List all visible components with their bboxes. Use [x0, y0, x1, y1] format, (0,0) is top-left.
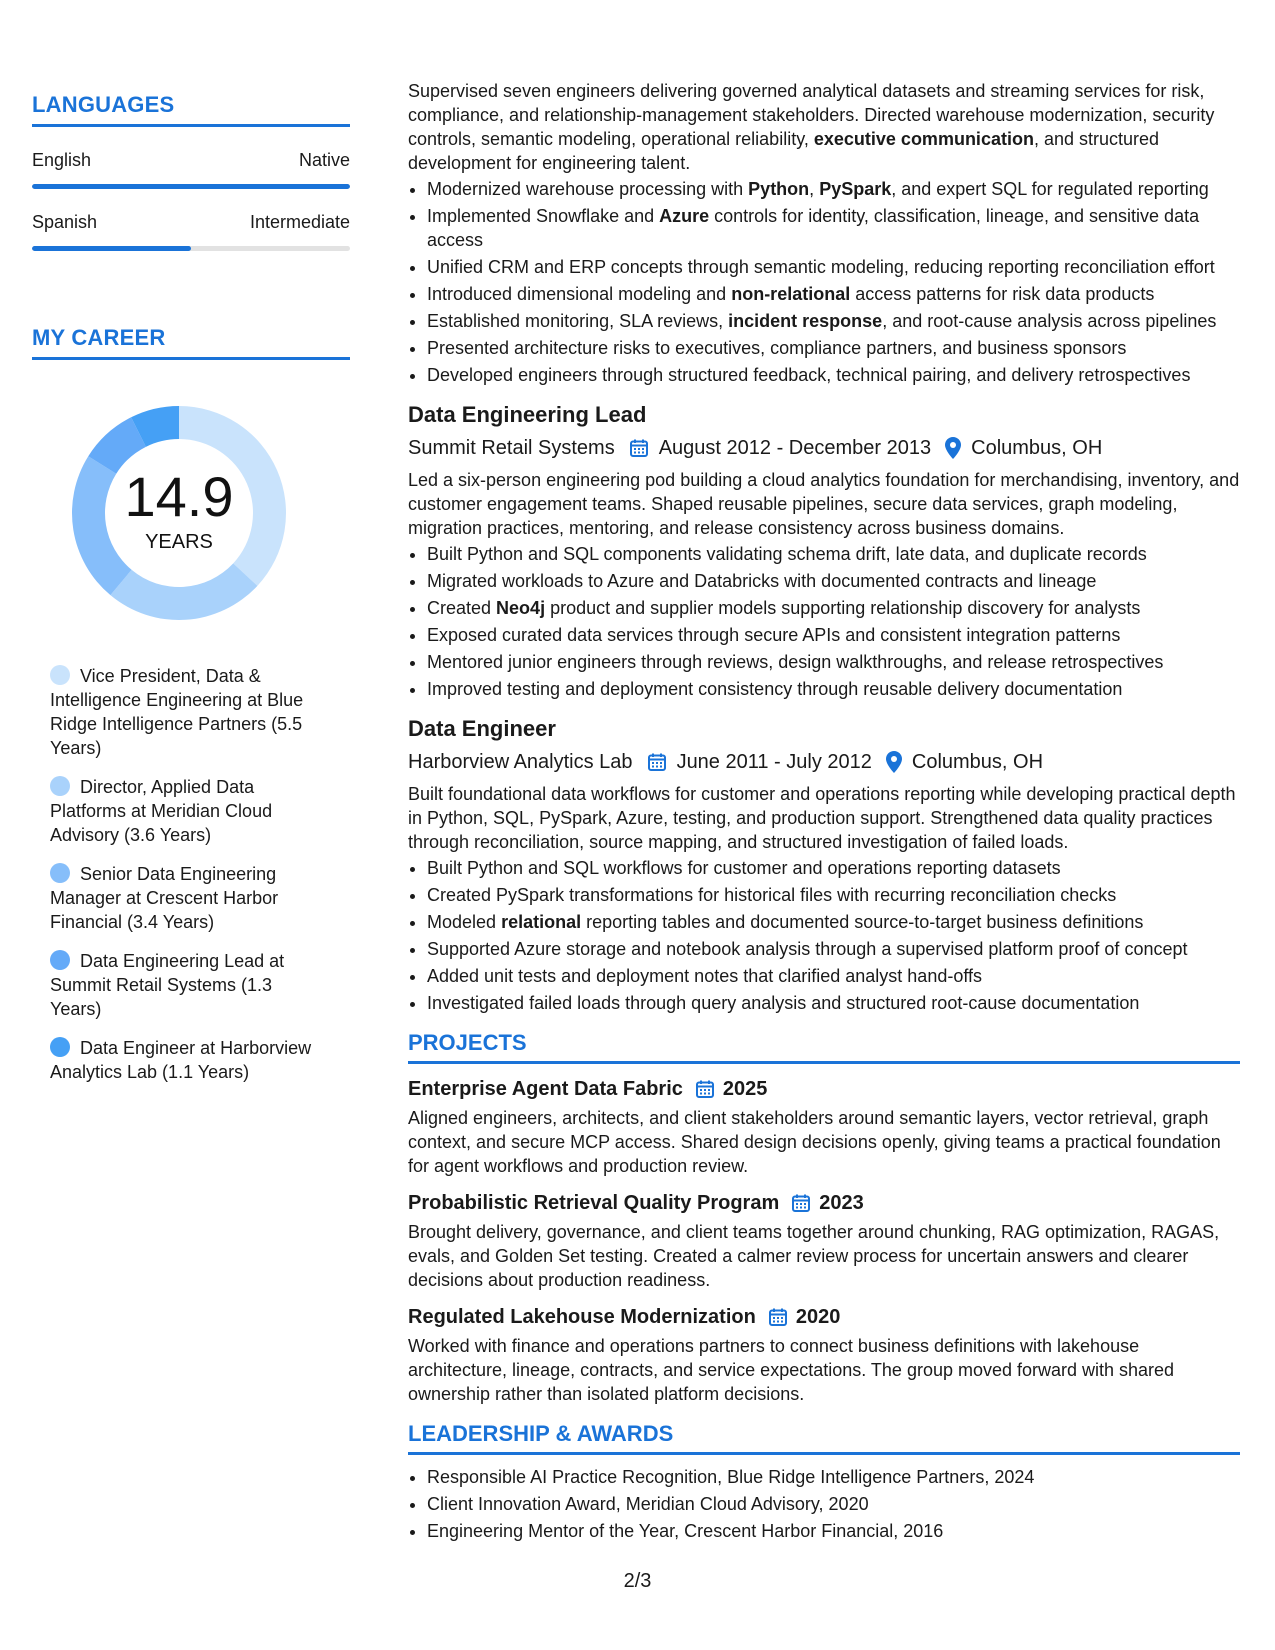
job-summary: Built foundational data workflows for customer and operations reporting while developing practical depth in Python, SQL, PySpark, Azure, testing, and production support. Strengthened data quality practices through reconciliation, source mapping, and structured investigation of failed loads. — [408, 784, 1236, 852]
role-summary: Supervised seven engineers delivering governed analytical datasets and streaming services for risk, compliance, and relationship-management stakeholders. Directed warehouse modernization, security controls, semantic modeling, operational reliability, executive communication, and structured development for engineering talent. — [408, 81, 1215, 173]
language-row — [32, 150, 350, 171]
language-proficiency-bar — [32, 184, 350, 189]
legend-item — [50, 1036, 320, 1084]
language-name: Spanish — [32, 212, 98, 232]
job-bullet: • Investigated failed loads through query analysis and structured root-cause documentation — [427, 991, 1240, 1015]
job-bullets — [408, 542, 1240, 701]
project-header — [408, 1190, 1240, 1216]
languages-title: LANGUAGES — [32, 92, 350, 127]
job-bullet: • Mentored junior engineers through reviews, design walkthroughs, and release retrospectives — [427, 650, 1240, 674]
languages-list — [32, 150, 350, 251]
legend-label: Vice President, Data & Intelligence Engineering at Blue Ridge Intelligence Partners (5.5 Years) — [50, 666, 304, 758]
donut-center — [64, 398, 294, 628]
legend-label: Data Engineer at Harborview Analytics Lab (1.1 Years) — [50, 1038, 312, 1082]
main-column — [408, 79, 1240, 1546]
job-entry — [408, 715, 1240, 1015]
project-name: Probabilistic Retrieval Quality Program — [408, 1192, 780, 1214]
awards-title: LEADERSHIP & AWARDS — [408, 1422, 1240, 1455]
project-name: Regulated Lakehouse Modernization — [408, 1306, 756, 1328]
language-level: Intermediate — [249, 212, 350, 232]
award-item: • Client Innovation Award, Meridian Cloud Advisory, 2020 — [427, 1492, 1240, 1516]
job-bullet: • Added unit tests and deployment notes that clarified analyst hand-offs — [427, 964, 1240, 988]
job-bullets — [408, 856, 1240, 1015]
location-pin-icon — [945, 437, 961, 459]
job-bullet: • Created Neo4j product and supplier models supporting relationship discovery for analysts — [427, 596, 1240, 620]
role-bullet: • Modernized warehouse processing with Python, PySpark, and expert SQL for regulated reporting — [427, 177, 1240, 201]
job-meta — [408, 749, 1240, 775]
project-description: Brought delivery, governance, and client teams together around chunking, RAG optimization, RAGAS, evals, and Golden Set testing. Created a calmer review process for uncertain answers and clearer decisions about production readiness. — [408, 1222, 1220, 1290]
language-item — [32, 150, 350, 189]
career-total-years: 14.9 — [124, 464, 234, 528]
project-name: Enterprise Agent Data Fabric — [408, 1078, 683, 1100]
projects-title: PROJECTS — [408, 1031, 1240, 1064]
legend-dot-icon — [50, 950, 70, 970]
career-donut-chart — [64, 398, 294, 628]
job-bullet: • Supported Azure storage and notebook analysis through a supervised platform proof of concept — [427, 937, 1240, 961]
job-bullet: • Created PySpark transformations for historical files with recurring reconciliation checks — [427, 883, 1240, 907]
legend-label: Senior Data Engineering Manager at Crescent Harbor Financial (3.4 Years) — [50, 864, 279, 932]
job-summary: Led a six-person engineering pod building a cloud analytics foundation for merchandising, inventory, and customer engagement teams. Shaped reusable pipelines, secure data services, graph modeling, migration practices, mentoring, and release consistency across business domains. — [408, 470, 1240, 538]
calendar-icon — [768, 1307, 788, 1327]
project-entry — [408, 1076, 1240, 1178]
job-bullet: • Improved testing and deployment consistency through reusable delivery documentation — [427, 677, 1240, 701]
language-row — [32, 212, 350, 233]
legend-dot-icon — [50, 665, 70, 685]
job-entry — [408, 401, 1240, 701]
project-entry — [408, 1190, 1240, 1292]
legend-dot-icon — [50, 863, 70, 883]
projects-list — [408, 1076, 1240, 1406]
project-header — [408, 1076, 1240, 1102]
language-proficiency-bar — [32, 246, 350, 251]
job-bullet: • Modeled relational reporting tables and documented source-to-target business definitions — [427, 910, 1240, 934]
language-proficiency-fill — [32, 246, 191, 251]
job-bullet: • Built Python and SQL components validating schema drift, late data, and duplicate records — [427, 542, 1240, 566]
legend-label: Director, Applied Data Platforms at Meridian Cloud Advisory (3.6 Years) — [50, 777, 273, 845]
sidebar — [32, 92, 350, 1099]
job-company: Summit Retail Systems — [408, 437, 615, 459]
job-location: Columbus, OH — [971, 437, 1103, 459]
role-bullet: • Established monitoring, SLA reviews, incident response, and root-cause analysis across pipelines — [427, 309, 1240, 333]
award-item: • Engineering Mentor of the Year, Crescent Harbor Financial, 2016 — [427, 1519, 1240, 1543]
role-bullet: • Developed engineers through structured feedback, technical pairing, and delivery retrospectives — [427, 363, 1240, 387]
role-bullet: • Implemented Snowflake and Azure controls for identity, classification, lineage, and sensitive data access — [427, 204, 1240, 252]
jobs-list — [408, 401, 1240, 1015]
job-location: Columbus, OH — [911, 751, 1044, 773]
career-title: MY CAREER — [32, 325, 350, 360]
job-dates: June 2011 - July 2012 — [676, 751, 872, 773]
job-meta — [408, 435, 1240, 461]
calendar-icon — [647, 752, 667, 772]
award-item: • Responsible AI Practice Recognition, Blue Ridge Intelligence Partners, 2024 — [427, 1465, 1240, 1489]
awards-list — [408, 1465, 1240, 1543]
calendar-icon — [629, 438, 649, 458]
job-bullet: • Exposed curated data services through secure APIs and consistent integration patterns — [427, 623, 1240, 647]
project-year: 2025 — [722, 1078, 768, 1100]
project-description: Aligned engineers, architects, and client stakeholders around semantic layers, vector retrieval, graph context, and secure MCP access. Shared design decisions openly, giving teams a practical foundation for agent workflows and production review. — [408, 1108, 1221, 1176]
legend-dot-icon — [50, 1037, 70, 1057]
job-bullet: • Built Python and SQL workflows for customer and operations reporting datasets — [427, 856, 1240, 880]
project-year: 2020 — [795, 1306, 841, 1328]
role-bullets — [408, 177, 1240, 387]
project-year: 2023 — [819, 1192, 864, 1214]
language-proficiency-fill — [32, 184, 350, 189]
legend-item — [50, 862, 320, 934]
language-item — [32, 212, 350, 251]
language-level: Native — [298, 150, 350, 170]
calendar-icon — [791, 1193, 811, 1213]
legend-dot-icon — [50, 776, 70, 796]
role-bullet: • Presented architecture risks to executives, compliance partners, and business sponsors — [427, 336, 1240, 360]
legend-item — [50, 775, 320, 847]
legend-item — [50, 949, 320, 1021]
job-bullet: • Migrated workloads to Azure and Databricks with documented contracts and lineage — [427, 569, 1240, 593]
legend-item — [50, 664, 320, 760]
calendar-icon — [695, 1079, 715, 1099]
job-title: Data Engineering Lead — [408, 402, 647, 427]
role-bullet: • Unified CRM and ERP concepts through semantic modeling, reducing reporting reconciliation effort — [427, 255, 1240, 279]
project-header — [408, 1304, 1240, 1330]
language-name: English — [32, 150, 92, 170]
legend-label: Data Engineering Lead at Summit Retail Systems (1.3 Years) — [50, 951, 285, 1019]
page-number: 2/3 — [623, 1570, 652, 1592]
project-entry — [408, 1304, 1240, 1406]
career-total-unit: YEARS — [145, 530, 213, 553]
job-dates: August 2012 - December 2013 — [658, 437, 932, 459]
career-legend — [32, 664, 350, 1084]
job-title: Data Engineer — [408, 716, 556, 741]
job-company: Harborview Analytics Lab — [408, 751, 633, 773]
location-pin-icon — [886, 751, 902, 773]
project-description: Worked with finance and operations partners to connect business definitions with lakehouse architecture, lineage, contracts, and service expectations. The group moved forward with shared ownership rather than isolated platform decisions. — [408, 1336, 1175, 1404]
role-bullet: • Introduced dimensional modeling and non-relational access patterns for risk data products — [427, 282, 1240, 306]
